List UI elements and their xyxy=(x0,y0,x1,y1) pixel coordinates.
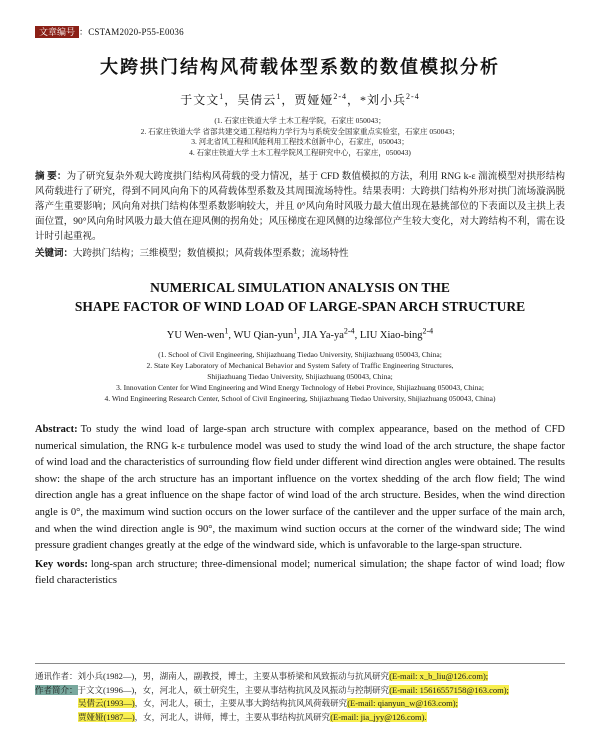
footnote-author-bio-3 xyxy=(35,711,565,725)
footnote-text: 于文文(1996—)，女，河北人，硕士研究生，主要从事结构抗风及风振动与控制研究 xyxy=(77,684,390,695)
keywords-en-label: Key words: xyxy=(35,558,88,570)
author xyxy=(359,326,434,341)
footnote-email: (E-mail: 15616557158@163.com); xyxy=(389,684,509,695)
paper-title-zh: 大跨拱门结构风荷载体型系数的数值模拟分析 xyxy=(100,57,500,77)
affiliations-en xyxy=(35,349,565,404)
author xyxy=(302,326,360,341)
abstract-en xyxy=(35,422,565,555)
keywords-en-text: long-span arch structure; three-dimensional model; numerical simulation; the shape factor of wind load; flow field characteristics xyxy=(35,558,565,587)
author-affil-sup: 2-4 xyxy=(406,92,420,101)
authors-zh xyxy=(35,92,565,108)
affiliation-line: Shijiazhuang Tiedao University, Shijiazhuang 050043, China; xyxy=(207,372,393,381)
author-name: 贾娅娅 xyxy=(294,93,334,107)
affiliation-line: (1. 石家庄铁道大学 土木工程学院，石家庄 050043； xyxy=(214,116,386,125)
affiliation-line: 2. State Key Laboratory of Mechanical Behavior and System Safety of Traffic Engineering Structures, xyxy=(146,361,454,370)
author-separator: , xyxy=(228,330,234,341)
author-affil-sup: 1 xyxy=(224,326,229,336)
author-affil-sup: 2-4 xyxy=(422,326,434,336)
affiliation-line: 3. Innovation Center for Wind Engineering and Wind Energy Technology of Hebei Province, Shijiazhuang 050043, China; xyxy=(116,383,484,392)
footnotes xyxy=(35,663,565,724)
affiliation-line: 4. 石家庄铁道大学 土木工程学院风工程研究中心，石家庄，050043) xyxy=(189,147,411,157)
keywords-zh xyxy=(35,247,565,262)
abstract-en-label: Abstract: xyxy=(35,424,78,435)
author-name: *刘小兵 xyxy=(360,93,407,107)
author xyxy=(180,93,237,107)
author-name: LIU Xiao-bing xyxy=(359,330,423,341)
author-separator: , xyxy=(354,330,360,341)
footnote-author-bio-1 xyxy=(35,684,565,698)
affiliation-line: 2. 石家庄铁道大学 省部共建交通工程结构力学行为与系统安全国家重点实验室，石家庄 050043； xyxy=(140,126,460,136)
author-affil-sup: 1 xyxy=(276,92,282,101)
author xyxy=(294,93,360,107)
footnote-author-bio-2 xyxy=(35,697,565,711)
footnote-label: 作者简介： xyxy=(35,684,78,695)
author-separator: , xyxy=(297,330,303,341)
author-affil-sup: 2-4 xyxy=(333,92,348,101)
author-affil-sup: 2-4 xyxy=(343,326,355,336)
author-name: YU Wen-wen xyxy=(166,330,225,341)
paper-title-en-line2: SHAPE FACTOR OF WIND LOAD OF LARGE-SPAN ARCH STRUCTURE xyxy=(74,299,526,314)
author-name: 吴倩云 xyxy=(237,93,277,107)
footnote-author-name: 吴倩云(1993—) xyxy=(78,698,135,708)
footnote-email: (E-mail: x_b_liu@126.com); xyxy=(389,671,489,681)
keywords-en xyxy=(35,557,565,590)
abstract-en-text: To study the wind load of large-span arch structure with complex appearance, based on the method of CFD numerical simulation, the RNG k-ε turbulence model was used to study the wind load of the arch structure, the shape factor of wind load and the characteristics of surrounding flow field under different wind direction angles were obtained. The results show: the shape of the arch structure has an important influence on the vortex shedding of the arch flow field; The wind direction angle has a great influence on the shape factor of wind load of the arch structure. Besides, when the wind direction angle is 0°, the maximum wind suction occurs on the lower surface of the cantilever and the upper surface of the main arch, and when the wind direction angle is 90°, the maximum wind suction occurs at the corner of the windward side; The wind pressure gradient changes greatly at the edge of the windward side, which is unfavorable to the large-span structure. xyxy=(35,424,565,552)
author-separator: ， xyxy=(281,93,295,107)
article-id-label: 文章编号 xyxy=(35,26,79,38)
footnote-text: 刘小兵(1982—)，男，湖南人，副教授，博士，主要从事桥梁和风致振动与抗风研究 xyxy=(77,671,390,681)
affiliation-line: 4. Wind Engineering Research Center, School of Civil Engineering, Shijiazhuang Tiedao University, Shijiazhuang 050043, China) xyxy=(104,394,496,403)
footnote-label: 通讯作者： xyxy=(35,671,78,681)
author-name: JIA Ya-ya xyxy=(302,330,344,341)
footnote-author-name: 贾娅娅(1987—) xyxy=(78,711,135,722)
authors-en xyxy=(35,326,565,343)
keywords-zh-label: 关键词： xyxy=(35,249,74,259)
footnote-email: (E-mail: jia_jyy@126.com). xyxy=(330,711,427,722)
author-name: 于文文 xyxy=(180,93,220,107)
footnote-text: ，女，河北人，讲师，博士，主要从事结构抗风研究 xyxy=(134,711,331,722)
author xyxy=(233,326,303,341)
affiliations-zh xyxy=(35,116,565,158)
affiliation-line: 3. 河北省风工程和风能利用工程技术创新中心，石家庄，050043； xyxy=(191,137,409,146)
footnote-email: (E-mail: qianyun_w@163.com); xyxy=(347,698,458,708)
paper-title-en xyxy=(35,278,565,316)
article-id xyxy=(35,26,565,39)
abstract-zh xyxy=(35,170,565,245)
author-name: WU Qian-yun xyxy=(233,330,294,341)
paper-title-en-line1: NUMERICAL SIMULATION ANALYSIS ON THE xyxy=(150,280,450,295)
footnote-corresponding-author xyxy=(35,670,565,684)
keywords-zh-text: 大跨拱门结构；三维模型；数值模拟；风荷载体型系数；流场特性 xyxy=(73,249,349,259)
footnote-text: ，女，河北人，硕士，主要从事大跨结构抗风风荷载研究 xyxy=(134,698,348,708)
article-id-code: ：CSTAM2020-P55-E0036 xyxy=(79,27,184,37)
abstract-zh-text: 为了研究复杂外观大跨度拱门结构风荷载的受力情况，基于 CFD 数值模拟的方法，利用 RNG k-ε 湍流模型对拱形结构风荷载进行了研究，得到不同风向角下的风荷载体型系数及其周围流场特性。结果表明：大跨拱门结构外形对拱门流场漩涡脱落产生重要影响；风向角对拱门结构体型系数影响较大，并且 0°风向角时风吸力最大值出现在悬挑部位的下表面以及主拱上表面位置，90°风向角时风吸力最大值在迎风侧的拐角处；风压梯度在迎风侧的边缘部位产生较大变化，对大跨结构不利，需在设计时引起重视。 xyxy=(35,172,565,242)
author xyxy=(237,93,294,107)
author-affil-sup: 1 xyxy=(293,326,298,336)
author-affil-sup: 1 xyxy=(219,92,225,101)
abstract-zh-label: 摘 要： xyxy=(35,172,67,182)
author-separator: ， xyxy=(224,93,238,107)
author xyxy=(166,326,234,341)
author-separator: ， xyxy=(347,93,361,107)
author xyxy=(360,93,420,107)
affiliation-line: (1. School of Civil Engineering, Shijiazhuang Tiedao University, Shijiazhuang 050043, China; xyxy=(158,350,442,359)
